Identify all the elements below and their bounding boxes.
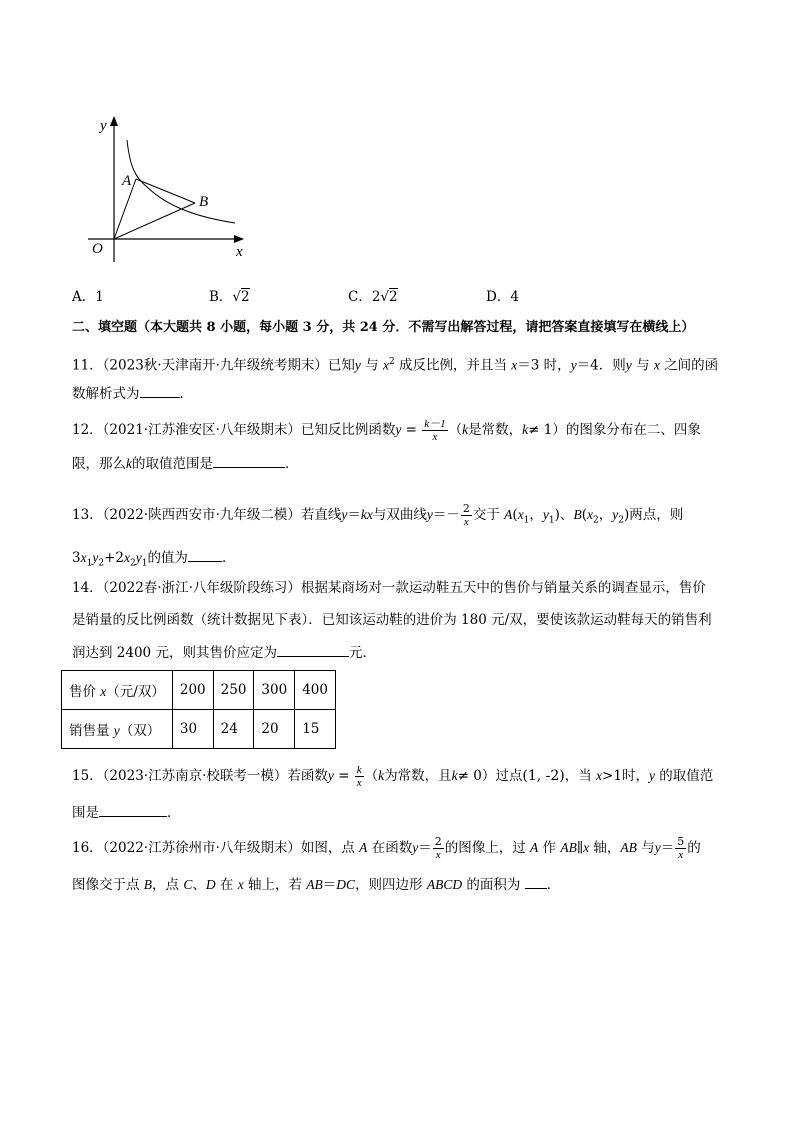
table-row bbox=[62, 671, 336, 710]
table-cell: 200 bbox=[172, 671, 213, 710]
fraction: $\frac{2}{x}$ bbox=[434, 835, 442, 861]
answer-blank[interactable] bbox=[140, 383, 180, 398]
answer-blank[interactable] bbox=[213, 453, 285, 468]
question-16-line1: 16．（2022·江苏徐州市·八年级期末）如图，点 A 在函数y＝ $\frac{2}{x}$ 的图像上，过 A 作 AB∥x 轴，AB 与y＝ $\frac{5}{x}$ 的 bbox=[72, 835, 701, 861]
answer-blank[interactable] bbox=[277, 642, 349, 657]
question-12-line1: 12．（2021·江苏淮安区·八年级期末）已知反比例函数y = $\frac{k-1}{x}$ （k是常数，k≠ 1）的图象分布在二、四象 bbox=[72, 418, 701, 443]
fraction: $\frac{2}{x}$ bbox=[462, 502, 470, 528]
label-x: x bbox=[236, 244, 243, 260]
table-cell: 30 bbox=[172, 710, 213, 749]
question-14-line3: 润达到 2400 元，则其售价应定为 元． bbox=[72, 642, 376, 663]
sales-table bbox=[61, 670, 336, 749]
table-cell: 20 bbox=[254, 710, 295, 749]
table-row bbox=[62, 710, 336, 749]
option-c: C．2√2 bbox=[348, 289, 398, 305]
table-cell: 400 bbox=[295, 671, 336, 710]
question-13-line1: 13．（2022·陕西西安市·九年级二模）若直线y＝kx与双曲线y＝－ $\frac{2}{x}$ 交于 $A(x_1$，$y_1$)、$B(x_2$，$y_2$)两点，则 bbox=[72, 502, 684, 528]
hyperbola-figure bbox=[80, 112, 250, 272]
question-16-line2: 图像交于点 B，点 C、D 在 x 轴上，若 AB＝DC，则四边形 ABCD 的面积为 ． bbox=[72, 874, 560, 895]
option-b: B．√2 bbox=[209, 289, 250, 305]
label-a: A bbox=[122, 173, 132, 189]
row-header-price: 售价 x（元/双） bbox=[62, 671, 173, 710]
question-11-line2: 数解析式为 ． bbox=[72, 383, 193, 404]
question-14-line1: 14．（2022春·浙江·八年级阶段练习）根据某商场对一款运动鞋五天中的售价与销量关系的调查显示，售价 bbox=[72, 580, 706, 596]
table-cell: 250 bbox=[213, 671, 254, 710]
option-a: A．1 bbox=[72, 289, 104, 305]
label-b: B bbox=[199, 194, 209, 210]
question-11-line1: 11．（2023秋·天津南开·九年级统考期末）已知y 与 $x^2$ 成反比例，并且当 x＝3 时，y＝4．则y 与 x 之间的函 bbox=[72, 357, 719, 374]
question-13-line2: $3x_1y_2+2x_2y_1$的值为 ． bbox=[72, 547, 235, 574]
y-axis-arrow bbox=[110, 116, 118, 126]
x-axis-arrow bbox=[234, 235, 244, 243]
answer-blank[interactable] bbox=[525, 874, 547, 889]
question-15-line1: 15．（2023·江苏南京·校联考一模）若函数y = $\frac{k}{x}$ （k为常数，且k≠ 0）过点(1, -2)，当 x>1时，y 的取值范 bbox=[72, 764, 714, 789]
segment-ab bbox=[136, 179, 195, 203]
section-heading: 二、填空题（本大题共 8 小题，每小题 3 分，共 24 分．不需写出解答过程，请把答案直接填写在横线上） bbox=[72, 320, 695, 335]
question-15-line2: 围是 ． bbox=[72, 802, 181, 823]
fraction: $\frac{k}{x}$ bbox=[356, 764, 362, 789]
question-12-line2: 限，那么k的取值范围是 ． bbox=[72, 453, 299, 474]
answer-blank[interactable] bbox=[188, 547, 222, 562]
label-o: O bbox=[92, 241, 103, 257]
segment-ob bbox=[114, 203, 195, 239]
table-cell: 24 bbox=[213, 710, 254, 749]
answer-blank[interactable] bbox=[99, 802, 167, 817]
point: (1, -2) bbox=[522, 768, 565, 784]
fraction: $\frac{k-1}{x}$ bbox=[424, 418, 446, 443]
question-14-line2: 是销量的反比例函数（统计数据见下表）．已知该运动鞋的进价为 180 元/双，要使该款运动鞋每天的销售利 bbox=[72, 612, 712, 628]
table-cell: 300 bbox=[254, 671, 295, 710]
row-header-volume: 销售量 y（双） bbox=[62, 710, 173, 749]
table-cell: 15 bbox=[295, 710, 336, 749]
label-y: y bbox=[100, 118, 107, 134]
fraction: $\frac{5}{x}$ bbox=[677, 835, 685, 861]
option-d: D．4 bbox=[486, 289, 519, 305]
